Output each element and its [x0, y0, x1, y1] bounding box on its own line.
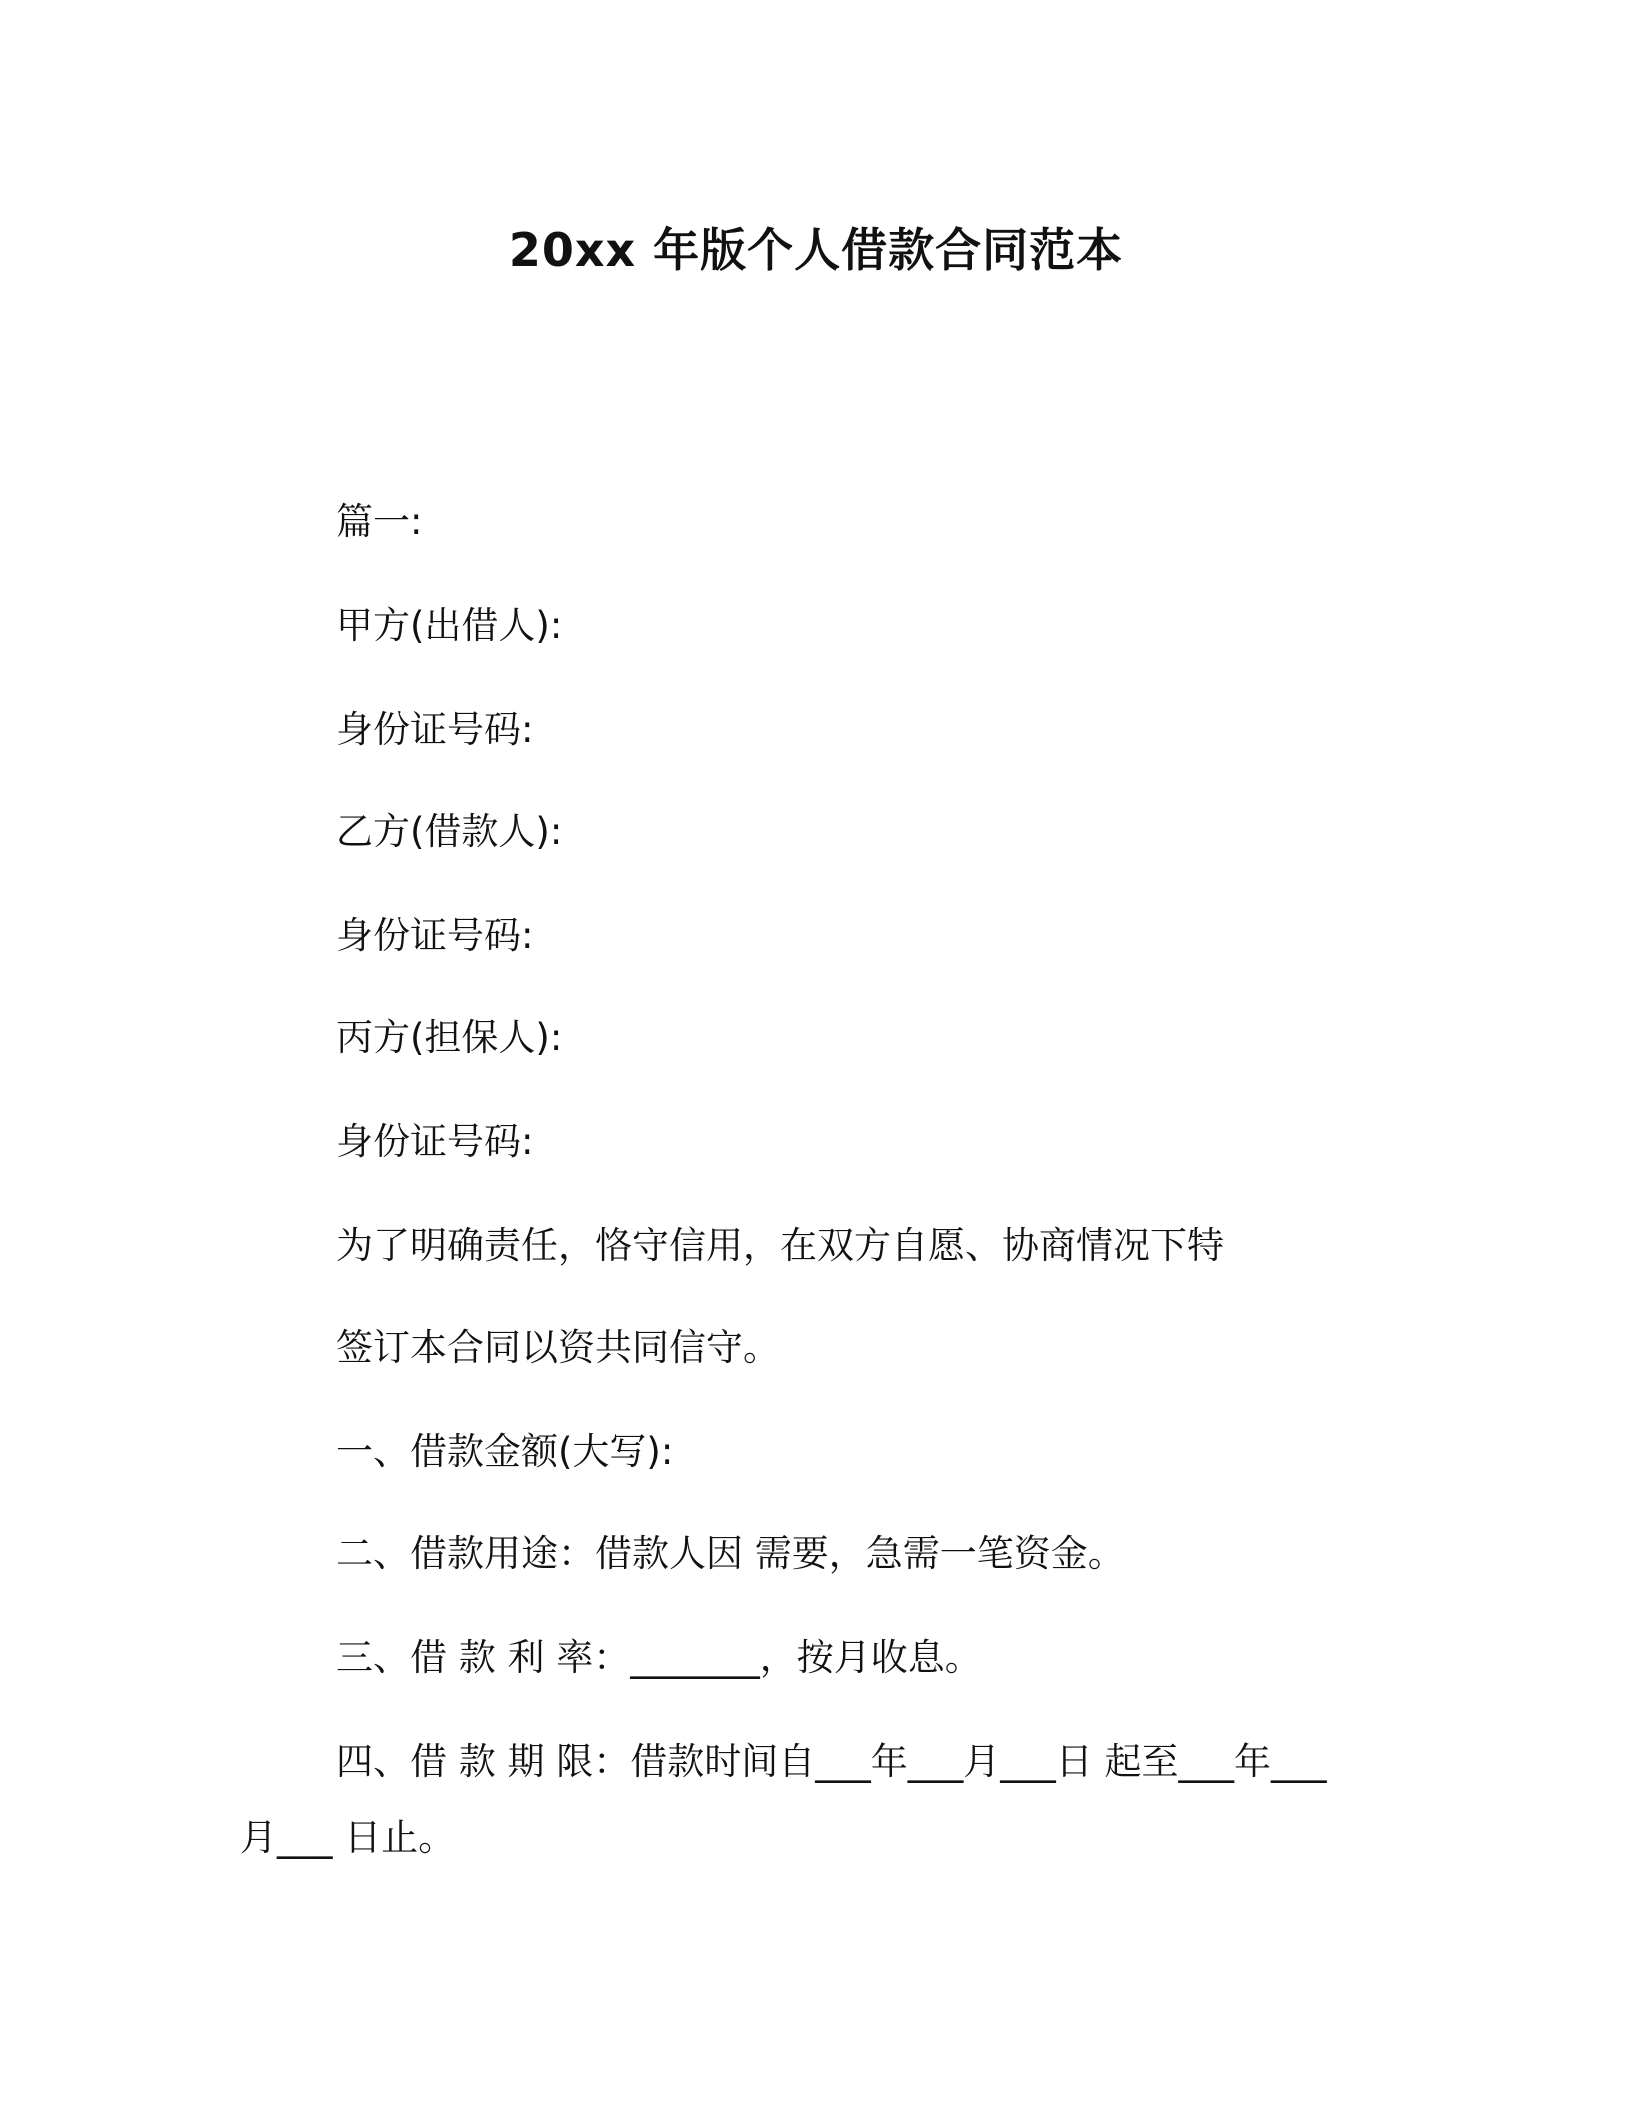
- party-c-line: 丙方(担保人):: [336, 1016, 563, 1059]
- document-title: 20xx 年版个人借款合同范本: [508, 223, 1124, 277]
- party-a-line: 甲方(出借人):: [336, 604, 563, 647]
- clause-purpose: 二、借款用途：借款人因 需要，急需一笔资金。: [336, 1532, 1125, 1575]
- preamble-line-1: 为了明确责任，恪守信用，在双方自愿、协商情况下特: [336, 1224, 1224, 1267]
- party-a-id-line: 身份证号码:: [336, 708, 534, 751]
- preamble-line-2: 签订本合同以资共同信守。: [336, 1326, 780, 1369]
- party-b-id-line: 身份证号码:: [336, 914, 534, 957]
- party-c-id-line: 身份证号码:: [336, 1120, 534, 1163]
- clause-term-line-2: 月___ 日止。: [240, 1816, 456, 1859]
- clause-term-line-1: 四、借 款 期 限：借款时间自___年___月___日 起至___年___: [336, 1740, 1327, 1783]
- clause-interest-rate: 三、借 款 利 率：_______，按月收息。: [336, 1636, 982, 1679]
- section-heading: 篇一:: [336, 500, 423, 543]
- clause-amount: 一、借款金额(大写):: [336, 1430, 674, 1473]
- party-b-line: 乙方(借款人):: [336, 810, 563, 853]
